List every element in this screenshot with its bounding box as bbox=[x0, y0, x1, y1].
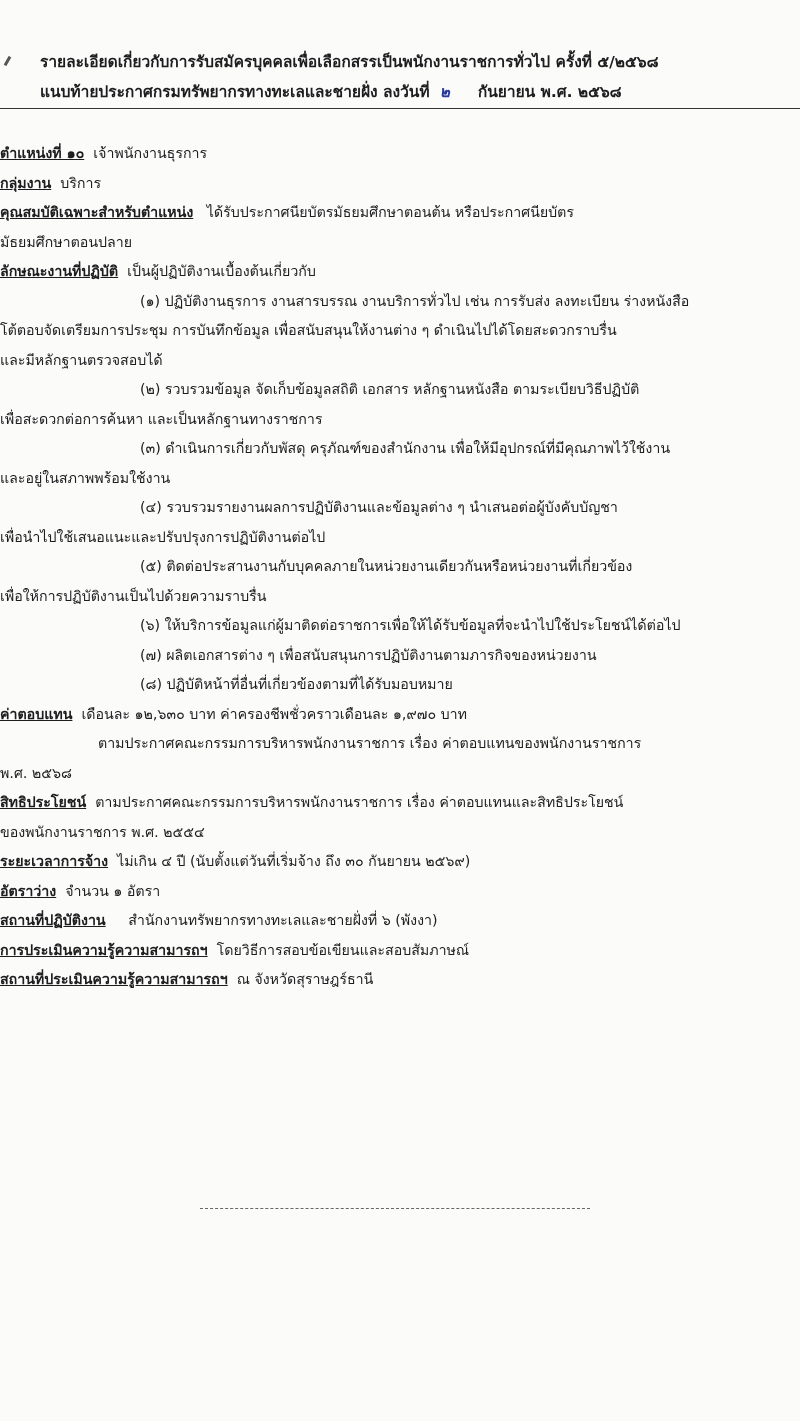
compensation-label: ค่าตอบแทน bbox=[0, 706, 73, 723]
duty-2b: เพื่อสะดวกต่อการค้นหา และเป็นหลักฐานทางราชการ bbox=[0, 411, 323, 428]
compensation-line bbox=[0, 701, 796, 731]
header-line-2-prefix: แนบท้ายประกาศกรมทรัพยากรทางทะเลและชายฝั่ง ลงวันที่ bbox=[40, 83, 430, 101]
duties-label: ลักษณะงานที่ปฏิบัติ bbox=[0, 264, 119, 280]
duty-2a: (๒) รวบรวมข้อมูล จัดเก็บข้อมูลสถิติ เอกสาร หลักฐานหนังสือ ตามระเบียบวิธีปฏิบัติ bbox=[140, 382, 640, 398]
compensation-text-1: เดือนละ ๑๒,๖๓๐ บาท ค่าครองชีพชั่วคราวเดือนละ ๑,๙๗๐ บาท bbox=[81, 706, 467, 723]
header-line-2 bbox=[40, 77, 780, 107]
duty-4b: เพื่อนำไปใช้เสนอแนะและปรับปรุงการปฏิบัติงานต่อไป bbox=[0, 529, 326, 546]
duties-line bbox=[0, 258, 796, 288]
position-label: ตำแหน่งที่ ๑๐ bbox=[0, 146, 85, 162]
vacancy-value: จำนวน ๑ อัตรา bbox=[65, 883, 161, 900]
assessment-place-line bbox=[0, 966, 796, 996]
assessment-place-label: สถานที่ประเมินความรู้ความสามารถฯ bbox=[0, 972, 228, 988]
workplace-line bbox=[0, 907, 796, 937]
assessment-place-value: ณ จังหวัดสุราษฎร์ธานี bbox=[236, 972, 374, 988]
position-value: เจ้าพนักงานธุรการ bbox=[93, 146, 208, 162]
duty-5b: เพื่อให้การปฏิบัติงานเป็นไปด้วยความราบรื่น bbox=[0, 588, 267, 605]
benefits-text-2: ของพนักงานราชการ พ.ศ. ๒๕๕๔ bbox=[0, 824, 205, 841]
assessment-label: การประเมินความรู้ความสามารถฯ bbox=[0, 942, 208, 959]
duty-3a: (๓) ดำเนินการเกี่ยวกับพัสดุ ครุภัณฑ์ของสำนักงาน เพื่อให้มีอุปกรณ์ที่มีคุณภาพไว้ใช้งาน bbox=[140, 441, 671, 457]
benefits-text-1: ตามประกาศคณะกรรมการบริหารพนักงานราชการ เรื่อง ค่าตอบแทนและสิทธิประโยชน์ bbox=[95, 795, 624, 811]
term-label: ระยะเวลาการจ้าง bbox=[0, 854, 109, 870]
qualification-label: คุณสมบัติเฉพาะสำหรับตำแหน่ง bbox=[0, 205, 194, 221]
document-body bbox=[0, 140, 796, 996]
end-divider bbox=[200, 1208, 590, 1209]
workplace-value: สำนักงานทรัพยากรทางทะเลและชายฝั่งที่ ๖ (พังงา) bbox=[128, 913, 438, 929]
duty-1b: โต้ตอบจัดเตรียมการประชุม การบันทึกข้อมูล เพื่อสนับสนุนให้งานต่าง ๆ ดำเนินไปได้โดยสะดวกราบรื่น bbox=[0, 323, 617, 339]
term-line bbox=[0, 848, 796, 878]
duty-4a: (๔) รวบรวมรายงานผลการปฏิบัติงานและข้อมูลต่าง ๆ นำเสนอต่อผู้บังคับบัญชา bbox=[140, 500, 618, 516]
duty-6: (๖) ให้บริการข้อมูลแก่ผู้มาติดต่อราชการเพื่อให้ได้รับข้อมูลที่จะนำไปใช้ประโยชน์ได้ต่อไป bbox=[140, 618, 681, 634]
benefits-label: สิทธิประโยชน์ bbox=[0, 795, 87, 811]
duty-1a: (๑) ปฏิบัติงานธุรการ งานสารบรรณ งานบริการทั่วไป เช่น การรับส่ง ลงทะเบียน ร่างหนังสือ bbox=[140, 293, 690, 310]
duty-1c: และมีหลักฐานตรวจสอบได้ bbox=[0, 352, 163, 369]
duty-7: (๗) ผลิตเอกสารต่าง ๆ เพื่อสนับสนุนการปฏิบัติงานตามภารกิจของหน่วยงาน bbox=[140, 647, 597, 664]
group-label: กลุ่มงาน bbox=[0, 175, 52, 192]
header-rule bbox=[0, 108, 800, 109]
duty-8: (๘) ปฏิบัติหน้าที่อื่นที่เกี่ยวข้องตามที่ได้รับมอบหมาย bbox=[140, 677, 453, 693]
header-line-2-suffix: กันยายน พ.ศ. ๒๕๖๘ bbox=[477, 83, 622, 101]
handwritten-day: ๒ bbox=[439, 83, 450, 101]
workplace-label: สถานที่ปฏิบัติงาน bbox=[0, 913, 106, 929]
group-value: บริการ bbox=[60, 175, 102, 192]
duty-3b: และอยู่ในสภาพพร้อมใช้งาน bbox=[0, 470, 171, 487]
qualification-text-2: มัธยมศึกษาตอนปลาย bbox=[0, 234, 133, 251]
header-line-1: รายละเอียดเกี่ยวกับการรับสมัครบุคคลเพื่อเลือกสรรเป็นพนักงานราชการทั่วไป ครั้งที่ ๕/๒๕๖๘ bbox=[40, 53, 659, 71]
assessment-line bbox=[0, 937, 796, 967]
compensation-text-2: ตามประกาศคณะกรรมการบริหารพนักงานราชการ เรื่อง ค่าตอบแทนของพนักงานราชการ bbox=[98, 736, 642, 752]
assessment-value: โดยวิธีการสอบข้อเขียนและสอบสัมภาษณ์ bbox=[216, 942, 470, 959]
qualification-line bbox=[0, 199, 796, 229]
term-value: ไม่เกิน ๔ ปี (นับตั้งแต่วันที่เริ่มจ้าง ถึง ๓๐ กันยายน ๒๕๖๙) bbox=[117, 854, 471, 870]
duties-intro: เป็นผู้ปฏิบัติงานเบื้องต้นเกี่ยวกับ bbox=[127, 264, 316, 280]
group-line bbox=[0, 170, 796, 200]
vacancy-line bbox=[0, 878, 796, 908]
scan-mark bbox=[4, 56, 12, 66]
compensation-text-3: พ.ศ. ๒๕๖๘ bbox=[0, 765, 72, 782]
qualification-text-1: ได้รับประกาศนียบัตรมัธยมศึกษาตอนต้น หรือประกาศนียบัตร bbox=[206, 205, 575, 221]
duty-5a: (๕) ติดต่อประสานงานกับบุคคลภายในหน่วยงานเดียวกันหรือหน่วยงานที่เกี่ยวข้อง bbox=[140, 559, 633, 575]
position-line bbox=[0, 140, 796, 170]
document-header bbox=[40, 47, 780, 107]
vacancy-label: อัตราว่าง bbox=[0, 883, 57, 900]
benefits-line bbox=[0, 789, 796, 819]
